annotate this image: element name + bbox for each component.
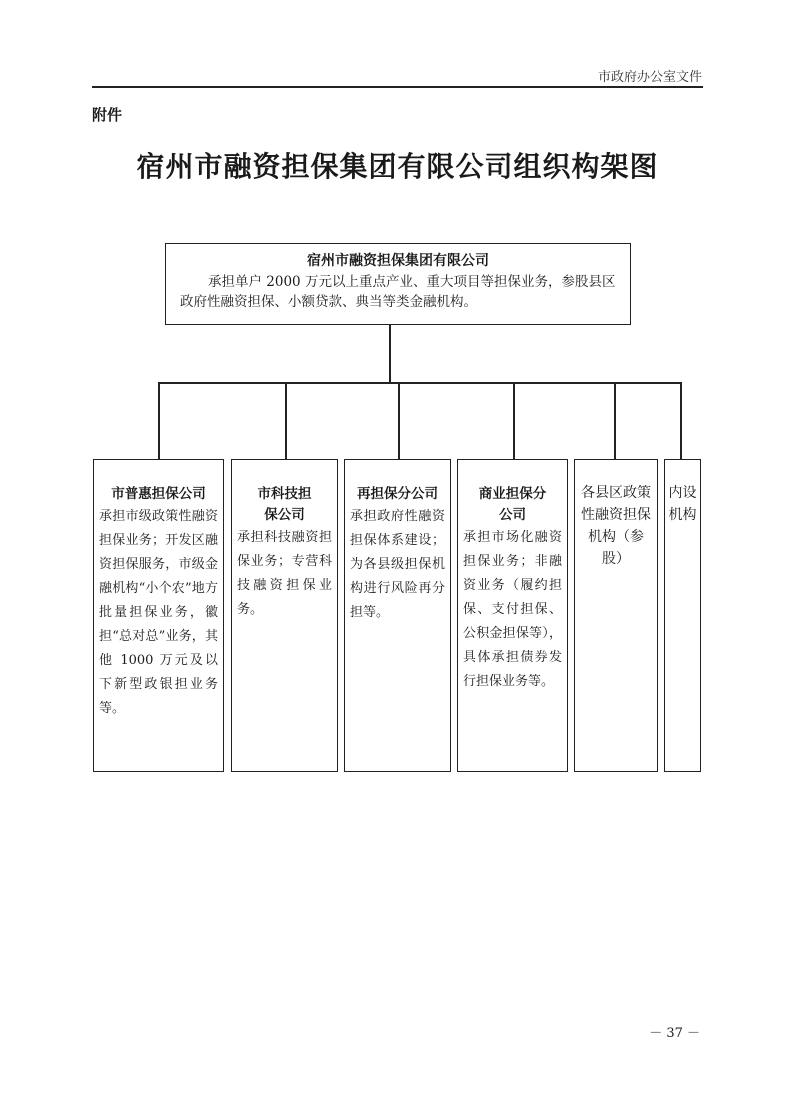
branch-drop [285, 382, 287, 459]
branch-drop [398, 382, 400, 459]
root-node-name: 宿州市融资担保集团有限公司 [307, 253, 489, 269]
node-name: 再担保分公司 [357, 486, 438, 502]
node-description: 承担市级政策性融资担保业务；开发区融资担保服务，市级金融机构“小个农”地方批量担保业务，徽担“总对总”业务，其他 1000 万元及以下新型政银担业务等。 [99, 509, 218, 716]
page-title: 宿州市融资担保集团有限公司组织构架图 [136, 150, 659, 183]
node-description: 承担市场化融资担保业务；非融资业务（履约担保、支付担保、公积金担保等），具体承担债券发行担保业务等。 [463, 530, 562, 689]
header-rule [92, 86, 703, 88]
node-name: 内设机构 [668, 485, 697, 523]
node-name: 市科技担保公司 [257, 486, 312, 523]
node-name: 市普惠担保公司 [111, 486, 206, 502]
branch-drop [513, 382, 515, 459]
branch-drop [158, 382, 160, 459]
node-description: 承担政府性融资担保体系建设；为各县级担保机构进行风险再分担等。 [350, 509, 445, 620]
org-node-keji [231, 459, 338, 772]
attachment-label: 附件 [92, 106, 123, 124]
trunk-connector [389, 325, 391, 383]
org-node-shangye [457, 459, 568, 772]
branch-drop [680, 382, 682, 459]
branch-bar [158, 382, 681, 384]
org-node-zaidanbao [344, 459, 451, 772]
org-node-county [574, 459, 658, 772]
page-number: － 37 － [649, 1026, 700, 1041]
node-name: 各县区政策性融资担保机构（参股） [581, 485, 651, 567]
root-node-description: 承担单户 2000 万元以上重点产业、重大项目等担保业务，参股县区政府性融资担保、小额贷款、典当等类金融机构。 [180, 274, 616, 310]
org-node-puhui [93, 459, 224, 772]
branch-drop [614, 382, 616, 459]
document-header: 市政府办公室文件 [597, 70, 702, 85]
node-description: 承担科技融资担保业务；专营科技融资担保业务。 [237, 530, 332, 617]
node-name: 商业担保分公司 [478, 486, 547, 523]
org-node-internal [664, 459, 701, 772]
org-root-node [165, 243, 631, 325]
